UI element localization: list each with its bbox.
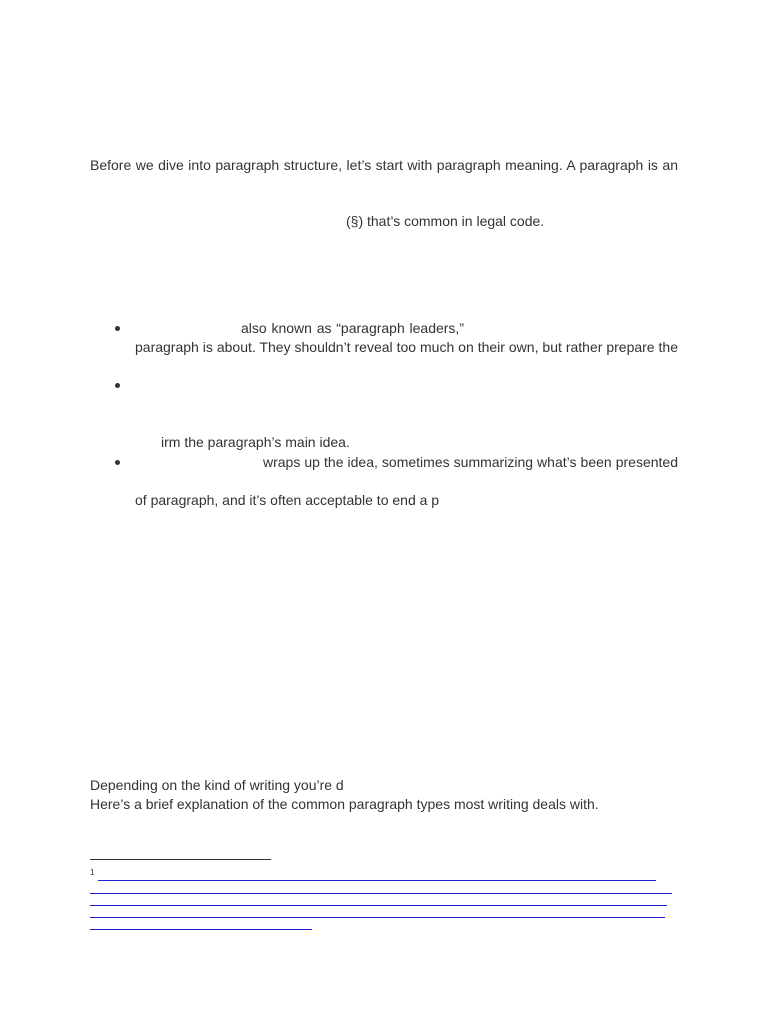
footnote-separator — [90, 859, 271, 860]
bullet-3 — [115, 460, 120, 465]
list-item-3-line-2: of paragraph, and it’s often acceptable to end a p — [135, 492, 440, 508]
footnote-marker: 1 — [90, 868, 95, 877]
footnote-link-line[interactable] — [90, 929, 312, 930]
intro-line-2: (§) that’s common in legal code. — [346, 213, 545, 229]
bullet-1 — [115, 326, 120, 331]
list-item-1-line-2: paragraph is about. They shouldn’t reveal too much on their own, but rather prepare the — [135, 339, 678, 355]
footnote-link-line[interactable] — [98, 880, 656, 881]
types-intro-line-1: Depending on the kind of writing you’re d — [90, 777, 344, 793]
list-item-1-line-1: also known as “paragraph leaders,” — [241, 320, 464, 336]
footnote-link-line[interactable] — [90, 905, 667, 906]
footnote-link-line[interactable] — [90, 893, 672, 894]
footnote-link-line[interactable] — [90, 917, 665, 918]
types-intro-line-2: Here’s a brief explanation of the common paragraph types most writing deals with. — [90, 796, 599, 812]
list-item-2-line-1: irm the paragraph’s main idea. — [161, 434, 350, 450]
intro-line-1: Before we dive into paragraph structure, let’s start with paragraph meaning. A paragraph is an — [90, 157, 678, 173]
list-item-3-line-1: wraps up the idea, sometimes summarizing what’s been presented — [263, 454, 678, 470]
bullet-2 — [115, 383, 120, 388]
